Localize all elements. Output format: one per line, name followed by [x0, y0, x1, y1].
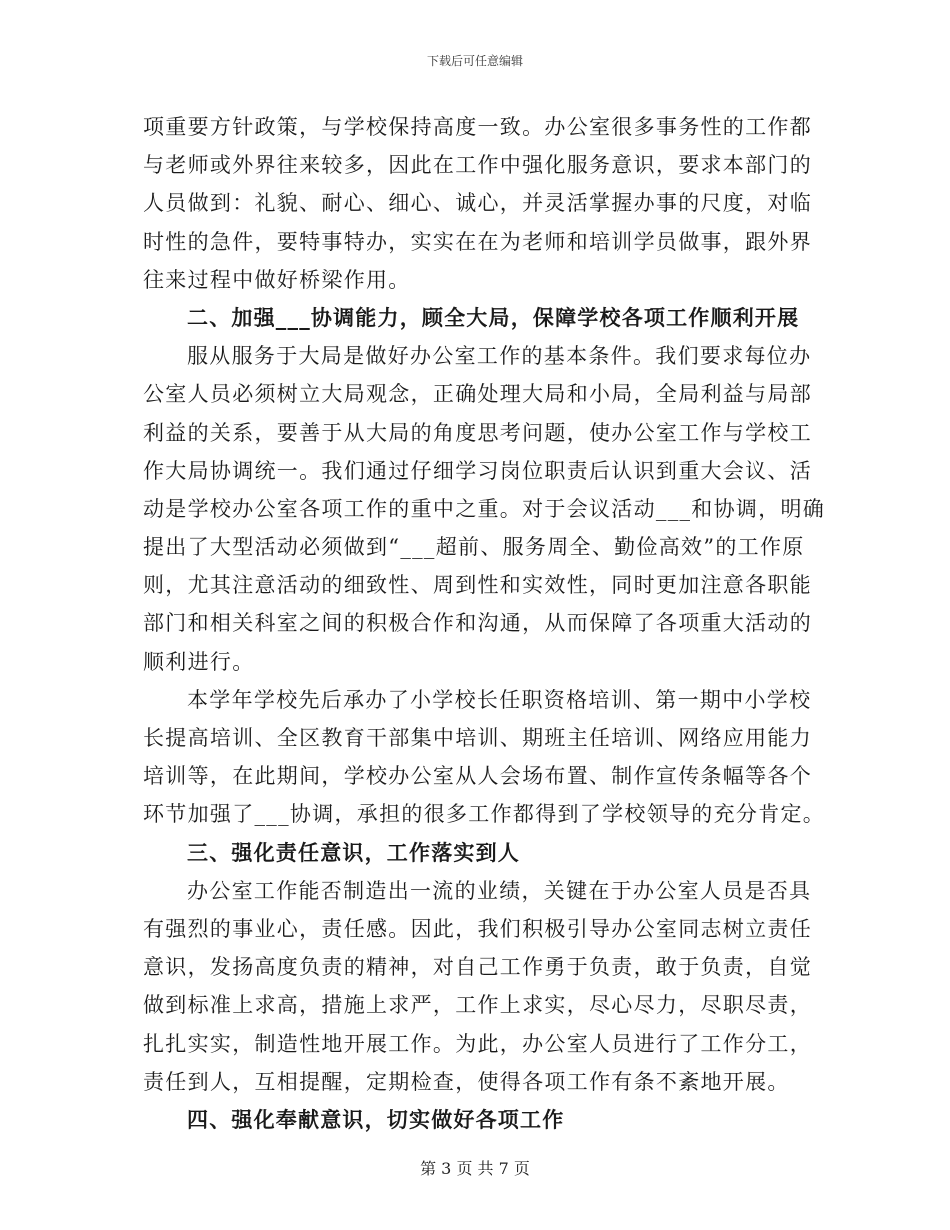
text-line: 往来过程中做好桥梁作用。: [143, 267, 411, 292]
text-line: 则，尤其注意活动的细致性、周到性和实效性，同时更加注意各职能: [143, 573, 812, 598]
text-line: 动是学校办公室各项工作的重中之重。对于会议活动___和协调，明确: [143, 496, 826, 521]
text-line: 扎扎实实，制造性地开展工作。为此，办公室人员进行了工作分工，: [143, 1031, 812, 1056]
text-line: 培训等，在此期间，学校办公室从人会场布置、制作宣传条幅等各个: [143, 764, 812, 789]
section-heading-4: 四、强化奉献意识，切实做好各项工作: [187, 1106, 565, 1132]
text-line: 与老师或外界往来较多，因此在工作中强化服务意识，要求本部门的: [143, 153, 812, 178]
text-line: 责任到人，互相提醒，定期检查，使得各项工作有条不紊地开展。: [143, 1069, 790, 1094]
text-line: 长提高培训、全区教育干部集中培训、期班主任培训、网络应用能力: [143, 726, 812, 750]
text-line: 本学年学校先后承办了小学校长任职资格培训、第一期中小学校: [187, 687, 812, 712]
text-line: 做到标准上求高，措施上求严，工作上求实，尽心尽力，尽职尽责，: [143, 993, 812, 1018]
text-line: 公室人员必须树立大局观念，正确处理大局和小局，全局利益与局部: [143, 382, 812, 407]
page-header: 下载后可任意编辑: [426, 54, 523, 68]
text-line: 意识，发扬高度负责的精神，对自己工作勇于负责，敢于负责，自觉: [143, 955, 812, 980]
text-line: 提出了大型活动必须做到“___超前、服务周全、勤俭高效”的工作原: [143, 535, 805, 560]
text-line: 项重要方针政策，与学校保持高度一致。办公室很多事务性的工作都: [143, 115, 812, 139]
text-line: 办公室工作能否制造出一流的业绩，关键在于办公室人员是否具: [187, 878, 812, 903]
text-line: 时性的急件，要特事特办，实实在在为老师和培训学员做事，跟外界: [143, 229, 812, 254]
text-line: 环节加强了___协调，承担的很多工作都得到了学校领导的充分肯定。: [143, 802, 826, 827]
document-body: [143, 108, 826, 1139]
text-line: 顺利进行。: [143, 649, 255, 674]
section-heading-3: 三、强化责任意识，工作落实到人: [187, 839, 520, 865]
section-heading-2: 二、加强___协调能力，顾全大局，保障学校各项工作顺利开展: [187, 304, 800, 330]
text-line: 人员做到：礼貌、耐心、细心、诚心，并灵活掌握办事的尺度，对临: [143, 191, 812, 216]
text-line: 服从服务于大局是做好办公室工作的基本条件。我们要求每位办: [187, 344, 812, 369]
text-line: 有强烈的事业心，责任感。因此，我们积极引导办公室同志树立责任: [143, 916, 812, 941]
text-line: 利益的关系，要善于从大局的角度思考问题，使办公室工作与学校工: [143, 420, 812, 445]
text-line: 部门和相关科室之间的积极合作和沟通，从而保障了各项重大活动的: [143, 611, 812, 636]
page-number: 第 3 页 共 7 页: [420, 1159, 530, 1178]
text-line: 作大局协调统一。我们通过仔细学习岗位职责后认识到重大会议、活: [143, 458, 812, 483]
